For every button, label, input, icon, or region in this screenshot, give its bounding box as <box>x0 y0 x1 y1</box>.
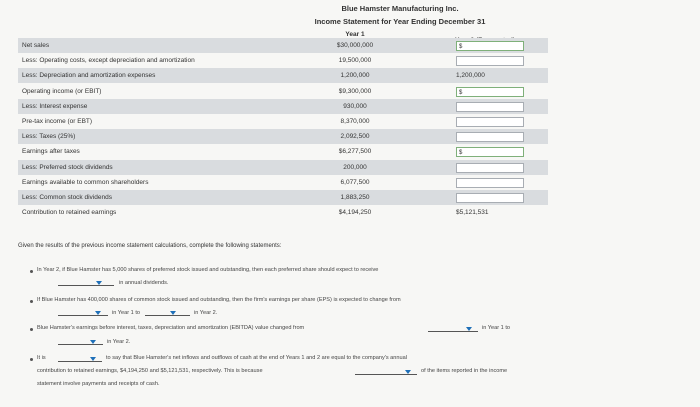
row-label: Contribution to retained earnings <box>22 209 117 217</box>
chevron-down-icon <box>466 327 472 331</box>
row-label: Operating income (or EBIT) <box>22 87 102 95</box>
row-label: Net sales <box>22 42 50 49</box>
year1-value: 930,000 <box>343 102 367 110</box>
year2-value: $5,121,531 <box>456 209 489 217</box>
statement-3-text-b: in Year 1 to <box>482 325 510 331</box>
instructions-text: Given the results of the previous income statement calculations, complete the following statements: <box>18 243 282 249</box>
year2-value: 1,200,000 <box>456 72 485 80</box>
ebitda-year2-dropdown[interactable] <box>58 337 103 345</box>
company-title: Blue Hamster Manufacturing Inc. <box>341 4 459 13</box>
row-label: Less: Common stock dividends <box>22 194 112 201</box>
chevron-down-icon <box>405 370 411 374</box>
year1-value: 200,000 <box>343 163 367 171</box>
statement-4-text-a: It is <box>37 355 46 361</box>
row-label: Less: Interest expense <box>22 102 88 110</box>
statement-2-text-a: If Blue Hamster has 400,000 shares of common stock issued and outstanding, then the firm's earnings per share (EPS) is expected to change from <box>37 297 401 303</box>
chevron-down-icon <box>170 311 176 315</box>
statement-4-text-b: to say that Blue Hamster's net inflows and outflows of cash at the end of Years 1 and 2 are equal to the company's annual <box>106 355 407 361</box>
chevron-down-icon <box>90 357 96 361</box>
bullet-1 <box>30 270 33 273</box>
bullet-3 <box>30 328 33 331</box>
year1-header: Year 1 <box>345 31 365 38</box>
row-label: Less: Depreciation and amortization expenses <box>22 72 156 80</box>
year2-input[interactable] <box>456 163 524 173</box>
year2-input[interactable] <box>456 102 524 112</box>
preferred-dividend-dropdown[interactable] <box>58 278 114 286</box>
statement-3-text-c: in Year 2. <box>107 339 131 345</box>
chevron-down-icon <box>90 340 96 344</box>
year1-value: 1,883,250 <box>340 194 370 201</box>
year1-value: $4,194,250 <box>338 209 372 217</box>
year2-input[interactable] <box>456 56 524 66</box>
statement-title: Income Statement for Year Ending December 31 <box>314 17 486 26</box>
row-label: Less: Preferred stock dividends <box>22 163 113 171</box>
year1-value: 1,200,000 <box>340 72 370 80</box>
year1-value: 8,370,000 <box>340 118 370 125</box>
year1-value: 19,500,000 <box>338 57 372 65</box>
statement-2-text-c: in Year 2. <box>194 310 218 316</box>
year2-input[interactable] <box>456 117 524 127</box>
year2-input[interactable]: $ <box>456 147 524 157</box>
eps-year2-dropdown[interactable] <box>145 308 190 316</box>
row-label: Earnings available to common shareholders <box>22 178 149 186</box>
bullet-4 <box>30 358 33 361</box>
year1-value: $6,277,500 <box>338 148 372 156</box>
statement-4-text-d: of the items reported in the income <box>421 368 508 374</box>
row-label: Less: Taxes (25%) <box>22 133 76 141</box>
chevron-down-icon <box>95 311 101 315</box>
year1-value: $30,000,000 <box>336 42 374 49</box>
statement-1-text-b: in annual dividends. <box>119 280 169 286</box>
year2-input[interactable] <box>456 132 524 142</box>
year1-value: 2,092,500 <box>340 133 370 141</box>
row-label: Less: Operating costs, except depreciation and amortization <box>22 57 195 65</box>
statement-1-text-a: In Year 2, if Blue Hamster has 5,000 shares of preferred stock issued and outstanding, then each preferred share should expect to receive <box>37 267 379 273</box>
bullet-2 <box>30 300 33 303</box>
chevron-down-icon <box>96 281 102 285</box>
year2-input[interactable]: $ <box>456 41 524 51</box>
statement-4-text-e: statement involve payments and receipts of cash. <box>37 381 160 387</box>
year1-value: 6,077,500 <box>340 178 370 186</box>
year2-input[interactable] <box>456 193 524 203</box>
year1-value: $9,300,000 <box>338 87 372 95</box>
year2-input[interactable] <box>456 178 524 188</box>
statement-4-text-c: contribution to retained earnings, $4,194,250 and $5,121,531, respectively. This is because <box>37 368 263 374</box>
year2-input[interactable]: $ <box>456 87 524 97</box>
row-label: Earnings after taxes <box>22 148 80 156</box>
statement-3-text-a: Blue Hamster's earnings before interest, taxes, depreciation and amortization (EBITDA) value changed from <box>37 325 305 331</box>
row-label: Pre-tax income (or EBT) <box>22 118 93 125</box>
statement-2-text-b: in Year 1 to <box>112 310 140 316</box>
